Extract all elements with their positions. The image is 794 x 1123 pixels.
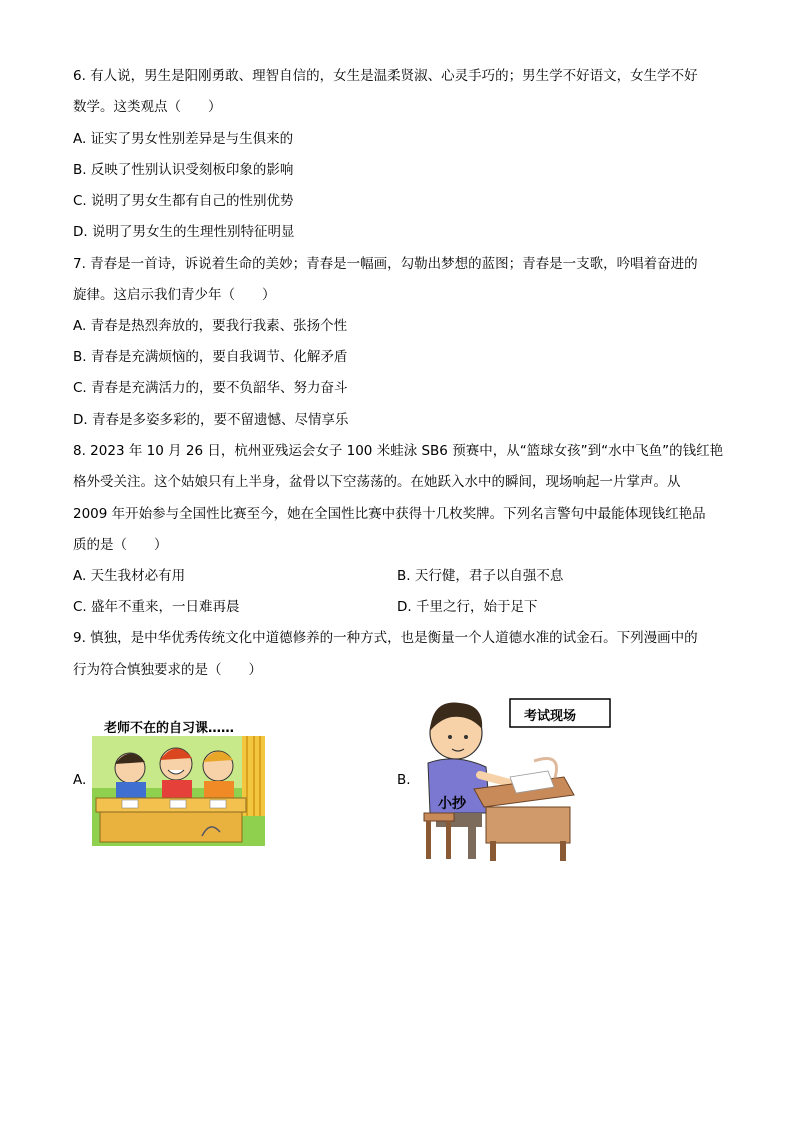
q6-option-c: C. 说明了男女生都有自己的性别优势 [73, 193, 294, 209]
comic-b-note-label: 小抄 [438, 796, 466, 812]
q9-stem-line2: 行为符合慎独要求的是（ ） [73, 662, 262, 678]
comic-b-exam-illustration [414, 691, 614, 863]
q9-option-b-label: B. [397, 772, 411, 788]
q7-option-c: C. 青春是充满活力的，要不负韶华、努力奋斗 [73, 380, 348, 396]
q8-option-d: D. 千里之行，始于足下 [397, 599, 538, 615]
q7-stem-line1: 7. 青春是一首诗，诉说着生命的美妙；青春是一幅画，勾勒出梦想的蓝图；青春是一支歌，吟唱着奋进的 [73, 256, 698, 272]
q6-option-b: B. 反映了性别认识受刻板印象的影响 [73, 162, 294, 178]
q6-stem-line2: 数学。这类观点（ ） [73, 99, 222, 115]
q6-option-d: D. 说明了男女生的生理性别特征明显 [73, 224, 295, 240]
q9-option-a-label: A. [73, 772, 87, 788]
q8-option-b: B. 天行健，君子以自强不息 [397, 568, 564, 584]
q7-option-a: A. 青春是热烈奔放的，要我行我素、张扬个性 [73, 318, 348, 334]
q8-option-c: C. 盛年不重来，一日难再晨 [73, 599, 240, 615]
q6-stem-line1: 6. 有人说，男生是阳刚勇敢、理智自信的，女生是温柔贤淑、心灵手巧的；男生学不好语文，女生学不好 [73, 68, 698, 84]
q9-stem-line1: 9. 慎独，是中华优秀传统文化中道德修养的一种方式，也是衡量一个人道德水准的试金石。下列漫画中的 [73, 630, 698, 646]
q8-stem-line4: 质的是（ ） [73, 537, 168, 553]
comic-a-caption: 老师不在的自习课…… [104, 721, 235, 736]
q6-option-a: A. 证实了男女性别差异是与生俱来的 [73, 131, 294, 147]
q8-option-a: A. 天生我材必有用 [73, 568, 186, 584]
comic-a-self-study-illustration [92, 736, 265, 846]
q7-option-b: B. 青春是充满烦恼的，要自我调节、化解矛盾 [73, 349, 348, 365]
q8-stem-line1: 8. 2023 年 10 月 26 日，杭州亚残运会女子 100 米蛙泳 SB6 预赛中，从“篮球女孩”到“水中飞鱼”的钱红艳 [73, 443, 724, 459]
comic-b-caption: 考试现场 [524, 709, 577, 724]
q7-option-d: D. 青春是多姿多彩的，要不留遗憾、尽情享乐 [73, 412, 349, 428]
q8-stem-line2: 格外受关注。这个姑娘只有上半身，盆骨以下空荡荡的。在她跃入水中的瞬间，现场响起一片掌声。从 [73, 474, 681, 490]
q7-stem-line2: 旋律。这启示我们青少年（ ） [73, 287, 276, 303]
q8-stem-line3: 2009 年开始参与全国性比赛至今，她在全国性比赛中获得十几枚奖牌。下列名言警句中最能体现钱红艳品 [73, 506, 706, 522]
